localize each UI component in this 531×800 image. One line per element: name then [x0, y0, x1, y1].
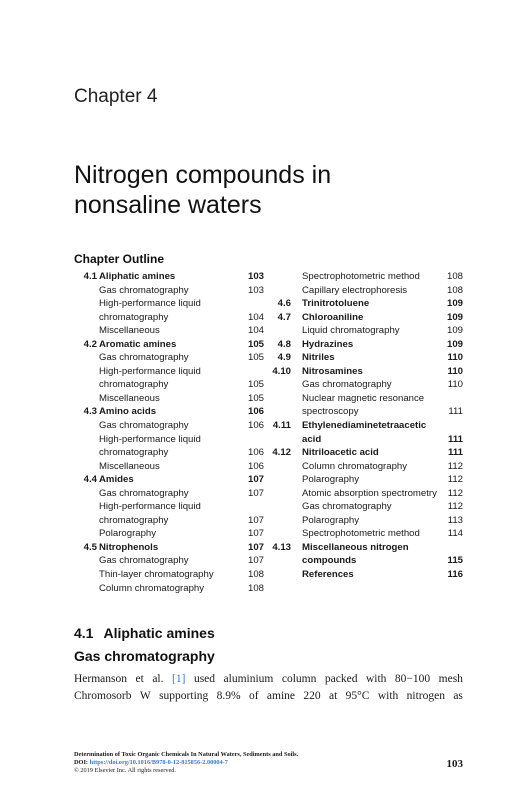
toc-entry[interactable]	[74, 460, 264, 474]
toc-entry-title: Ethylenediaminetetraacetic	[302, 420, 427, 432]
toc-entry[interactable]	[270, 297, 463, 311]
toc-entry[interactable]	[74, 433, 264, 447]
body-word: 80−100	[394, 673, 431, 685]
toc-entry-title: Amides	[99, 474, 134, 486]
toc-entry-page: 108	[446, 284, 463, 296]
toc-entry[interactable]	[74, 405, 264, 419]
doi-label: DOI:	[74, 759, 88, 766]
body-line	[74, 688, 463, 705]
toc-entry-title: Miscellaneous	[99, 460, 160, 472]
body-word: al.	[152, 673, 164, 685]
body-paragraph	[74, 671, 463, 705]
toc-entry-title: Nuclear magnetic resonance	[302, 392, 425, 404]
toc-entry-page: 104	[247, 325, 264, 337]
toc-entry-title: chromatography	[99, 311, 169, 323]
page-number: 103	[446, 758, 463, 770]
toc-entry[interactable]	[74, 392, 264, 406]
toc-entry-title: Liquid chromatography	[302, 325, 400, 337]
toc-entry-page: 105	[247, 338, 264, 350]
toc-entry-title: Thin-layer chromatography	[99, 569, 214, 581]
toc-entry-page: 109	[446, 298, 463, 310]
toc-entry-number: 4.12	[272, 447, 291, 459]
toc-entry-title: Trinitrotoluene	[302, 298, 370, 310]
toc-entry[interactable]	[74, 446, 264, 460]
toc-entry-page: 105	[247, 352, 264, 364]
toc-entry-title: Column chromatography	[99, 582, 205, 594]
body-word: mesh	[438, 673, 463, 685]
toc-entry-title: High-performance liquid	[99, 298, 201, 310]
toc-entry[interactable]	[270, 514, 463, 528]
toc-entry-page: 109	[446, 338, 463, 350]
toc-entry-number: 4.8	[277, 338, 291, 350]
chapter-title-line: nonsaline waters	[74, 191, 262, 219]
toc-right-column	[270, 270, 463, 582]
toc-entry-title: Chloroaniline	[302, 311, 364, 323]
toc-entry-title: chromatography	[99, 514, 169, 526]
toc-entry-title: Polarography	[302, 474, 360, 486]
toc-entry[interactable]	[270, 500, 463, 514]
toc-entry-page: 110	[447, 379, 463, 391]
toc-entry[interactable]	[270, 405, 463, 419]
toc-entry-page: 104	[247, 311, 264, 323]
body-word: as	[453, 690, 463, 702]
toc-entry-title: Gas chromatography	[302, 501, 392, 513]
body-word: column	[281, 673, 317, 685]
toc-entry-title: Nitrosamines	[302, 365, 363, 377]
toc-entry[interactable]	[270, 460, 463, 474]
toc-entry[interactable]	[270, 541, 463, 555]
toc-entry-title: Miscellaneous	[99, 325, 160, 337]
toc-left-column	[74, 270, 264, 595]
toc-entry[interactable]	[74, 324, 264, 338]
toc-entry-number: 4.7	[277, 311, 291, 323]
toc-entry-page: 103	[247, 271, 264, 282]
toc-entry-title: Miscellaneous nitrogen	[302, 541, 409, 553]
toc-entry-page: 116	[447, 569, 463, 581]
body-word: aluminium	[223, 673, 274, 685]
toc-entry-title: Amino acids	[99, 406, 157, 418]
footer-book-title: Determination of Toxic Organic Chemicals In Natural Waters, Sediments and Soils.	[74, 751, 299, 758]
toc-entry-title: Gas chromatography	[99, 420, 189, 432]
toc-entry-page: 106	[247, 447, 264, 459]
toc-entry[interactable]	[74, 514, 264, 528]
toc-entry-title: acid	[302, 433, 322, 445]
toc-entry-page: 105	[247, 392, 264, 404]
toc-entry[interactable]	[74, 527, 264, 541]
toc-entry-number: 4.13	[272, 541, 291, 553]
toc-entry-page: 107	[247, 474, 264, 486]
toc-entry-page: 105	[247, 379, 264, 391]
toc-entry-title: Polarography	[302, 514, 360, 526]
toc-entry[interactable]	[74, 541, 264, 555]
toc-entry-number: 4.9	[277, 352, 291, 364]
toc-entry[interactable]	[270, 487, 463, 501]
toc-entry[interactable]	[74, 365, 264, 379]
toc-entry-page: 112	[447, 474, 463, 486]
toc-entry-page: 112	[447, 487, 463, 499]
toc-entry-number: 4.1	[83, 271, 97, 282]
toc-entry[interactable]	[270, 433, 463, 447]
toc-entry[interactable]	[74, 500, 264, 514]
toc-entry[interactable]	[270, 568, 463, 582]
body-word: 95°C	[345, 690, 370, 702]
toc-entry-title: Polarography	[99, 528, 157, 540]
toc-entry[interactable]	[270, 365, 463, 379]
toc-entry[interactable]	[74, 419, 264, 433]
toc-entry-number: 4.10	[272, 365, 291, 377]
toc-entry[interactable]	[270, 554, 463, 568]
footer	[74, 751, 463, 775]
footer-doi	[74, 759, 463, 767]
body-word: with	[365, 673, 387, 685]
body-word: et	[135, 673, 144, 685]
body-word: amine	[266, 690, 296, 702]
toc-entry-page: 108	[247, 569, 264, 581]
toc-entry-page: 107	[247, 528, 264, 540]
toc-entry-page: 109	[446, 325, 463, 337]
toc-entry-page: 112	[447, 501, 463, 513]
toc-entry[interactable]	[74, 351, 264, 365]
toc-entry-title: Hydrazines	[302, 338, 354, 350]
toc-entry-title: Miscellaneous	[99, 392, 160, 404]
toc-entry-number: 4.5	[83, 541, 97, 553]
toc-entry-page: 111	[448, 433, 463, 445]
toc-entry-title: Gas chromatography	[99, 555, 189, 567]
chapter-title-line: Nitrogen compounds in	[74, 161, 332, 189]
body-line	[74, 671, 463, 688]
toc-entry[interactable]	[74, 270, 264, 284]
doi-link[interactable]: https://doi.org/10.1016/B978-0-12-815856-2.00004-7	[89, 759, 228, 766]
toc-entry[interactable]	[270, 324, 463, 338]
toc-entry[interactable]	[74, 338, 264, 352]
toc-entry[interactable]	[270, 338, 463, 352]
body-word: Hermanson	[74, 673, 128, 685]
toc-entry-page: 106	[247, 406, 264, 418]
toc-entry[interactable]	[74, 487, 264, 501]
body-word: 220	[303, 690, 321, 702]
toc-entry-page: 111	[448, 406, 463, 418]
section-heading	[74, 625, 215, 641]
toc-entry-number: 4.2	[83, 338, 97, 350]
body-word: W	[139, 690, 151, 702]
toc-entry[interactable]	[270, 311, 463, 325]
body-word: packed	[324, 673, 358, 685]
toc-entry-title: Spectrophotometric method	[302, 271, 420, 282]
toc-entry[interactable]	[270, 473, 463, 487]
toc-entry-number: 4.3	[83, 406, 97, 418]
toc-entry[interactable]	[74, 297, 264, 311]
toc-entry-title: Aromatic amines	[99, 338, 177, 350]
toc-entry-page: 106	[247, 460, 264, 472]
toc-entry[interactable]	[270, 270, 463, 284]
citation-link[interactable]: [1]	[172, 673, 186, 685]
toc-entry-title: Atomic absorption spectrometry	[302, 487, 437, 499]
body-word: nitrogen	[406, 690, 445, 702]
toc-entry-page: 110	[447, 352, 463, 364]
toc-entry[interactable]	[74, 568, 264, 582]
body-word: Chromosorb	[74, 690, 132, 702]
toc-entry-page: 107	[247, 514, 264, 526]
toc-entry-page: 114	[447, 528, 463, 540]
toc-entry-title: Gas chromatography	[302, 379, 392, 391]
body-word: at	[329, 690, 338, 702]
toc-entry[interactable]	[74, 378, 264, 392]
chapter-label: Chapter 4	[74, 86, 158, 107]
toc-entry-title: Column chromatography	[302, 460, 408, 472]
toc-entry[interactable]	[74, 473, 264, 487]
toc-entry-title: Aliphatic amines	[99, 271, 176, 282]
section-number: 4.1	[74, 625, 94, 641]
toc-entry[interactable]	[270, 419, 463, 433]
chapter-outline-heading: Chapter Outline	[74, 252, 165, 266]
toc-entry[interactable]	[74, 582, 264, 596]
body-word: of	[248, 690, 259, 702]
toc-entry-title: References	[302, 569, 354, 581]
toc-entry-page: 115	[447, 555, 463, 567]
toc-entry-page: 112	[447, 460, 463, 472]
toc-entry-page: 106	[247, 420, 264, 432]
subsection-heading: Gas chromatography	[74, 648, 215, 664]
toc-entry-page: 108	[446, 271, 463, 282]
toc-entry-title: chromatography	[99, 379, 169, 391]
toc-entry-title: Nitriles	[302, 352, 335, 364]
toc-entry-title: Nitriloacetic acid	[302, 447, 379, 459]
toc-entry-title: Nitrophenols	[99, 541, 159, 553]
toc-entry[interactable]	[74, 311, 264, 325]
body-word: used	[193, 673, 216, 685]
toc-entry-title: High-performance liquid	[99, 501, 201, 513]
toc-entry[interactable]	[270, 378, 463, 392]
toc-entry[interactable]	[270, 351, 463, 365]
toc-entry-page: 107	[247, 487, 264, 499]
toc-entry-page: 113	[447, 514, 463, 526]
toc-entry-title: chromatography	[99, 447, 169, 459]
toc-entry-page: 108	[247, 582, 264, 594]
toc-entry-page: 103	[247, 284, 264, 296]
toc-entry[interactable]	[74, 284, 264, 298]
toc-entry-title: High-performance liquid	[99, 365, 201, 377]
toc-entry-title: Capillary electrophoresis	[302, 284, 408, 296]
toc-entry-page: 107	[247, 541, 264, 553]
section-title: Aliphatic amines	[103, 625, 215, 641]
toc-entry-page: 109	[446, 311, 463, 323]
toc-entry-title: Gas chromatography	[99, 352, 189, 364]
toc-entry[interactable]	[270, 446, 463, 460]
body-word: supporting	[159, 690, 209, 702]
toc-entry-title: Spectrophotometric method	[302, 528, 420, 540]
toc-entry[interactable]	[270, 527, 463, 541]
toc-entry-page: 107	[247, 555, 264, 567]
toc-entry-number: 4.11	[272, 420, 291, 432]
footer-copyright: © 2019 Elsevier Inc. All rights reserved.	[74, 767, 177, 774]
toc-entry[interactable]	[74, 554, 264, 568]
toc-entry-number: 4.4	[83, 474, 97, 486]
toc-entry-title: compounds	[302, 555, 357, 567]
body-word: 8.9%	[216, 690, 241, 702]
toc-entry[interactable]	[270, 284, 463, 298]
body-word: with	[377, 690, 399, 702]
toc-entry-page: 111	[448, 447, 463, 459]
toc-entry-page: 110	[447, 365, 463, 377]
toc-entry-title: Gas chromatography	[99, 284, 189, 296]
chapter-title	[74, 160, 331, 220]
toc-entry-number: 4.6	[277, 298, 291, 310]
toc-entry-title: Gas chromatography	[99, 487, 189, 499]
toc-entry[interactable]	[270, 392, 463, 406]
toc-entry-title: spectroscopy	[302, 406, 359, 418]
toc-entry-title: High-performance liquid	[99, 433, 201, 445]
